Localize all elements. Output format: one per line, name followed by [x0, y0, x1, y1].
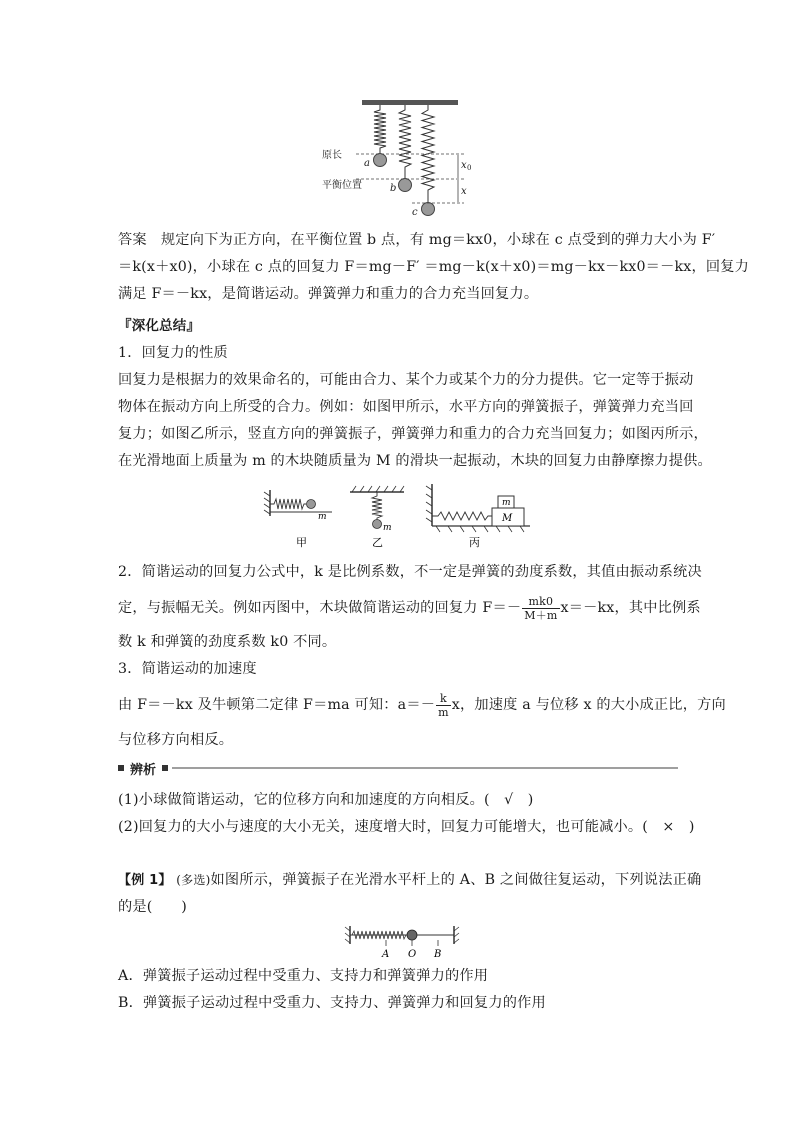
yi-m-label: m	[383, 523, 392, 533]
example1-multi-tag: (多选)	[176, 873, 211, 887]
bianxi-q2: (2)回复力的大小与速度的大小无关，速度增大时，回复力可能增大，也可能减小。( × )	[118, 819, 695, 835]
label-b: b	[390, 183, 397, 194]
item2-text-b: x＝－kx，其中比例系	[560, 600, 701, 616]
answer-text-1: 规定向下为正方向，在平衡位置 b 点，有 mg＝kx0，小球在 c 点受到的弹力大小为 F′	[160, 232, 716, 248]
label-B: B	[434, 949, 442, 960]
jia-yi-bing-figure	[262, 482, 538, 552]
summary-item3-line1	[118, 690, 726, 720]
item3-fraction	[436, 692, 451, 719]
fig-yi-caption: 乙	[372, 536, 383, 549]
summary-item1-line1: 回复力是根据力的效果命名的，可能由合力、某个力或某个力的分力提供。它一定等于振动	[118, 372, 694, 388]
answer-line-3: 满足 F＝－kx，是简谐运动。弹簧弹力和重力的合力充当回复力。	[118, 286, 539, 302]
summary-item2-line1: 2．简谐运动的回复力公式中，k 是比例系数，不一定是弹簧的劲度系数，其值由振动系统决	[118, 564, 702, 580]
label-yuanchang: 原长	[322, 150, 342, 161]
item2-text-a: 定，与振幅无关。例如丙图中，木块做简谐运动的回复力 F＝－	[118, 600, 522, 616]
summary-item1-line3: 复力；如图乙所示，竖直方向的弹簧振子，弹簧弹力和重力的合力充当回复力；如图丙所示，	[118, 426, 708, 442]
example1-tag: 【例 1】	[118, 873, 172, 888]
summary-item3-title: 3．简谐运动的加速度	[118, 661, 257, 677]
spring-a	[374, 105, 386, 154]
ball-c	[422, 203, 435, 216]
fig-bing-caption: 丙	[469, 536, 480, 549]
example1-option-b: B．弹簧振子运动过程中受重力、支持力、弹簧弹力和回复力的作用	[118, 995, 546, 1011]
oscillator-ball	[407, 930, 417, 940]
summary-item1-line4: 在光滑地面上质量为 m 的木块随质量为 M 的滑块一起振动，木块的回复力由静摩擦力提供。	[118, 453, 712, 469]
ball-b	[399, 179, 412, 192]
summary-item1-line2: 物体在振动方向上所受的合力。例如：如图甲所示，水平方向的弹簧振子，弹簧弹力充当回	[118, 399, 694, 415]
fig-jia-caption: 甲	[296, 536, 307, 549]
item3-text-a: 由 F＝－kx 及牛顿第二定律 F＝ma 可知：a＝－	[118, 697, 436, 713]
ceiling-bar	[362, 100, 458, 105]
bing-m-label: m	[502, 498, 511, 508]
item2-frac-num: mk0	[522, 595, 559, 609]
summary-item1-title: 1．回复力的性质	[118, 345, 228, 361]
example1-line1	[118, 870, 702, 891]
bianxi-header	[118, 758, 678, 778]
ball-a	[374, 154, 387, 167]
figure-yi	[350, 486, 404, 533]
example1-line2: 的是( )	[118, 899, 188, 915]
figure-jia	[264, 490, 332, 522]
item2-fraction	[522, 595, 559, 622]
summary-item2-line3: 数 k 和弹簧的劲度系数 k0 不同。	[118, 634, 337, 650]
answer-label: 答案	[118, 232, 147, 248]
bianxi-title: 辨析	[130, 763, 157, 778]
label-a: a	[364, 158, 370, 169]
item3-text-b: x，加速度 a 与位移 x 的大小成正比，方向	[451, 697, 726, 713]
bianxi-q1: (1)小球做简谐运动，它的位移方向和加速度的方向相反。( √ )	[118, 792, 534, 808]
answer-line-1	[118, 230, 716, 250]
label-x: x	[461, 186, 467, 197]
jia-m-label: m	[318, 512, 327, 522]
item2-frac-den: M＋m	[524, 608, 558, 622]
label-A: A	[382, 949, 390, 960]
summary-title: 『深化总结』	[118, 318, 201, 334]
figure-bing	[426, 484, 530, 532]
spring-b	[399, 105, 411, 179]
label-c: c	[412, 207, 418, 218]
answer-line-2: ＝k(x＋x0)，小球在 c 点的回复力 F＝mg－F′ ＝mg－k(x＋x0)＝mg－kx－kx0＝－kx，回复力	[118, 259, 750, 275]
example1-text-1: 如图所示，弹簧振子在光滑水平杆上的 A、B 之间做往复运动，下列说法正确	[210, 872, 702, 888]
label-pinghengweizhi: 平衡位置	[322, 180, 362, 191]
label-x0-sub: 0	[467, 164, 472, 172]
spring-balls-figure	[320, 98, 480, 222]
label-O: O	[408, 949, 417, 960]
example1-option-a: A．弹簧振子运动过程中受重力、支持力和弹簧弹力的作用	[118, 968, 489, 984]
item3-frac-num: k	[436, 692, 451, 706]
item3-frac-den: m	[438, 705, 449, 719]
summary-item2-line2	[118, 593, 701, 623]
label-x0: x	[461, 160, 467, 171]
summary-item3-line2: 与位移方向相反。	[118, 732, 234, 748]
bing-M-label: M	[502, 513, 513, 524]
horizontal-oscillator-figure	[344, 924, 460, 960]
